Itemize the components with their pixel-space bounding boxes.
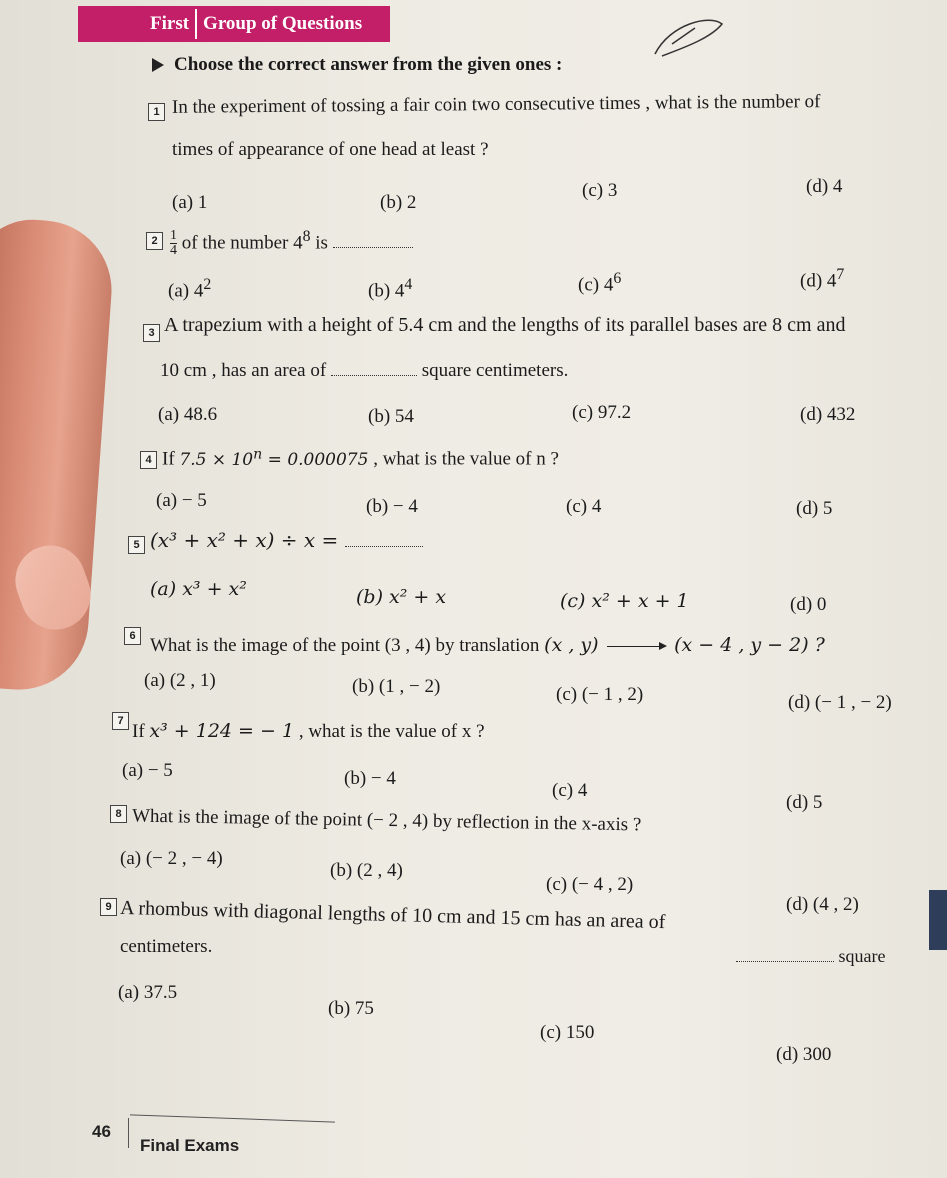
option-b[interactable]: (b) − 4 (366, 496, 418, 517)
question-1-line-1: In the experiment of tossing a fair coin two consecutive times , what is the number of (171, 91, 821, 118)
footer-title: Final Exams (140, 1136, 240, 1155)
question-number: 8 (110, 805, 127, 823)
question-number: 9 (100, 898, 117, 916)
section-header (78, 6, 390, 42)
page-number: 46 (92, 1122, 111, 1141)
question-number: 7 (112, 712, 129, 730)
pen-scribble-icon (650, 14, 730, 64)
option-a[interactable]: (a) (− 2 , − 4) (120, 848, 223, 869)
triangle-bullet-icon (152, 58, 164, 72)
question-number: 1 (148, 103, 165, 121)
option-d[interactable]: (d) 5 (796, 498, 833, 519)
header-first: First (150, 13, 190, 34)
option-b[interactable]: (b) 54 (368, 406, 414, 427)
question-number: 6 (124, 627, 141, 645)
option-c[interactable]: (c) x² + x + 1 (560, 590, 689, 612)
option-b[interactable]: (b) $4^4$ (368, 276, 413, 302)
option-a[interactable]: (a) 1 (172, 192, 208, 213)
question-number: 2 (146, 232, 163, 250)
option-d[interactable]: (d) 300 (776, 1044, 832, 1065)
header-divider (195, 9, 197, 39)
question-1-line-2: times of appearance of one head at least ? (172, 139, 489, 160)
question-number: 4 (140, 451, 157, 469)
arrow-right-icon (607, 646, 665, 647)
instruction-text: Choose the correct answer from the given ones : (174, 54, 563, 75)
option-c[interactable]: (c) 4 (552, 780, 588, 801)
question-4-stem: If $7.5 \times 10^n = 0.000075$ , what is the value of n ? (162, 446, 559, 470)
option-b[interactable]: (b) − 4 (344, 768, 396, 789)
question-3-line-2: 10 cm , has an area of square centimeters. (160, 360, 569, 381)
option-b[interactable]: (b) 2 (380, 192, 417, 213)
option-c[interactable]: (c) $4^6$ (578, 270, 622, 296)
question-5-stem: (x³ + x² + x) ÷ x = (150, 528, 423, 552)
answer-blank (345, 536, 423, 547)
option-c[interactable]: (c) 97.2 (572, 402, 632, 423)
option-c[interactable]: (c) (− 1 , 2) (556, 684, 644, 705)
option-a[interactable]: (a) − 5 (156, 490, 207, 511)
instruction (152, 54, 562, 76)
question-8-stem: What is the image of the point (− 2 , 4) by reflection in the x-axis ? (131, 805, 642, 836)
option-d[interactable]: (d) $4^7$ (800, 266, 845, 292)
question-9-line-1: A rhombus with diagonal lengths of 10 cm and 15 cm has an area of (119, 896, 666, 934)
question-9-line-1b: square (736, 946, 885, 967)
question-7-stem: If x³ + 124 = − 1 , what is the value of x ? (132, 720, 485, 742)
option-b[interactable]: (b) x² + x (356, 586, 447, 608)
answer-blank (333, 237, 413, 248)
option-b[interactable]: (b) (2 , 4) (330, 860, 403, 881)
option-a[interactable]: (a) − 5 (122, 760, 173, 781)
question-6-stem: What is the image of the point (3 , 4) by translation (x , y) (x − 4 , y − 2) ? (150, 634, 825, 656)
option-d[interactable]: (d) (4 , 2) (786, 894, 859, 915)
option-c[interactable]: (c) 150 (540, 1022, 595, 1043)
option-a[interactable]: (a) 48.6 (158, 404, 218, 425)
option-d[interactable]: (d) (− 1 , − 2) (788, 692, 892, 713)
option-d[interactable]: (d) 4 (806, 176, 843, 197)
question-3-line-1: A trapezium with a height of 5.4 cm and the lengths of its parallel bases are 8 cm and (164, 314, 846, 336)
fraction: $\frac{1}{4}$ (170, 228, 177, 259)
answer-blank (331, 365, 417, 376)
option-d[interactable]: (d) 0 (790, 594, 827, 615)
header-group-title: Group of Questions (203, 13, 363, 34)
footer-divider (128, 1118, 129, 1148)
background-object (929, 890, 947, 950)
question-number: 5 (128, 536, 145, 554)
option-a[interactable]: (a) 37.5 (118, 982, 178, 1003)
option-c[interactable]: (c) (− 4 , 2) (546, 874, 634, 895)
option-d[interactable]: (d) 5 (786, 792, 823, 813)
footer-rule (130, 1114, 335, 1122)
option-c[interactable]: (c) 3 (582, 180, 618, 201)
question-2-stem: $\frac{1}{4}$ of the number $4^8$ is (170, 228, 413, 258)
question-9-line-2: centimeters. (120, 936, 213, 957)
answer-blank (736, 951, 834, 962)
option-d[interactable]: (d) 432 (800, 404, 856, 425)
option-a[interactable]: (a) x³ + x² (150, 578, 247, 600)
option-b[interactable]: (b) (1 , − 2) (352, 676, 441, 697)
option-a[interactable]: (a) $4^2$ (168, 276, 212, 302)
option-b[interactable]: (b) 75 (328, 998, 374, 1019)
option-c[interactable]: (c) 4 (566, 496, 602, 517)
option-a[interactable]: (a) (2 , 1) (144, 670, 216, 691)
question-number: 3 (143, 324, 160, 342)
